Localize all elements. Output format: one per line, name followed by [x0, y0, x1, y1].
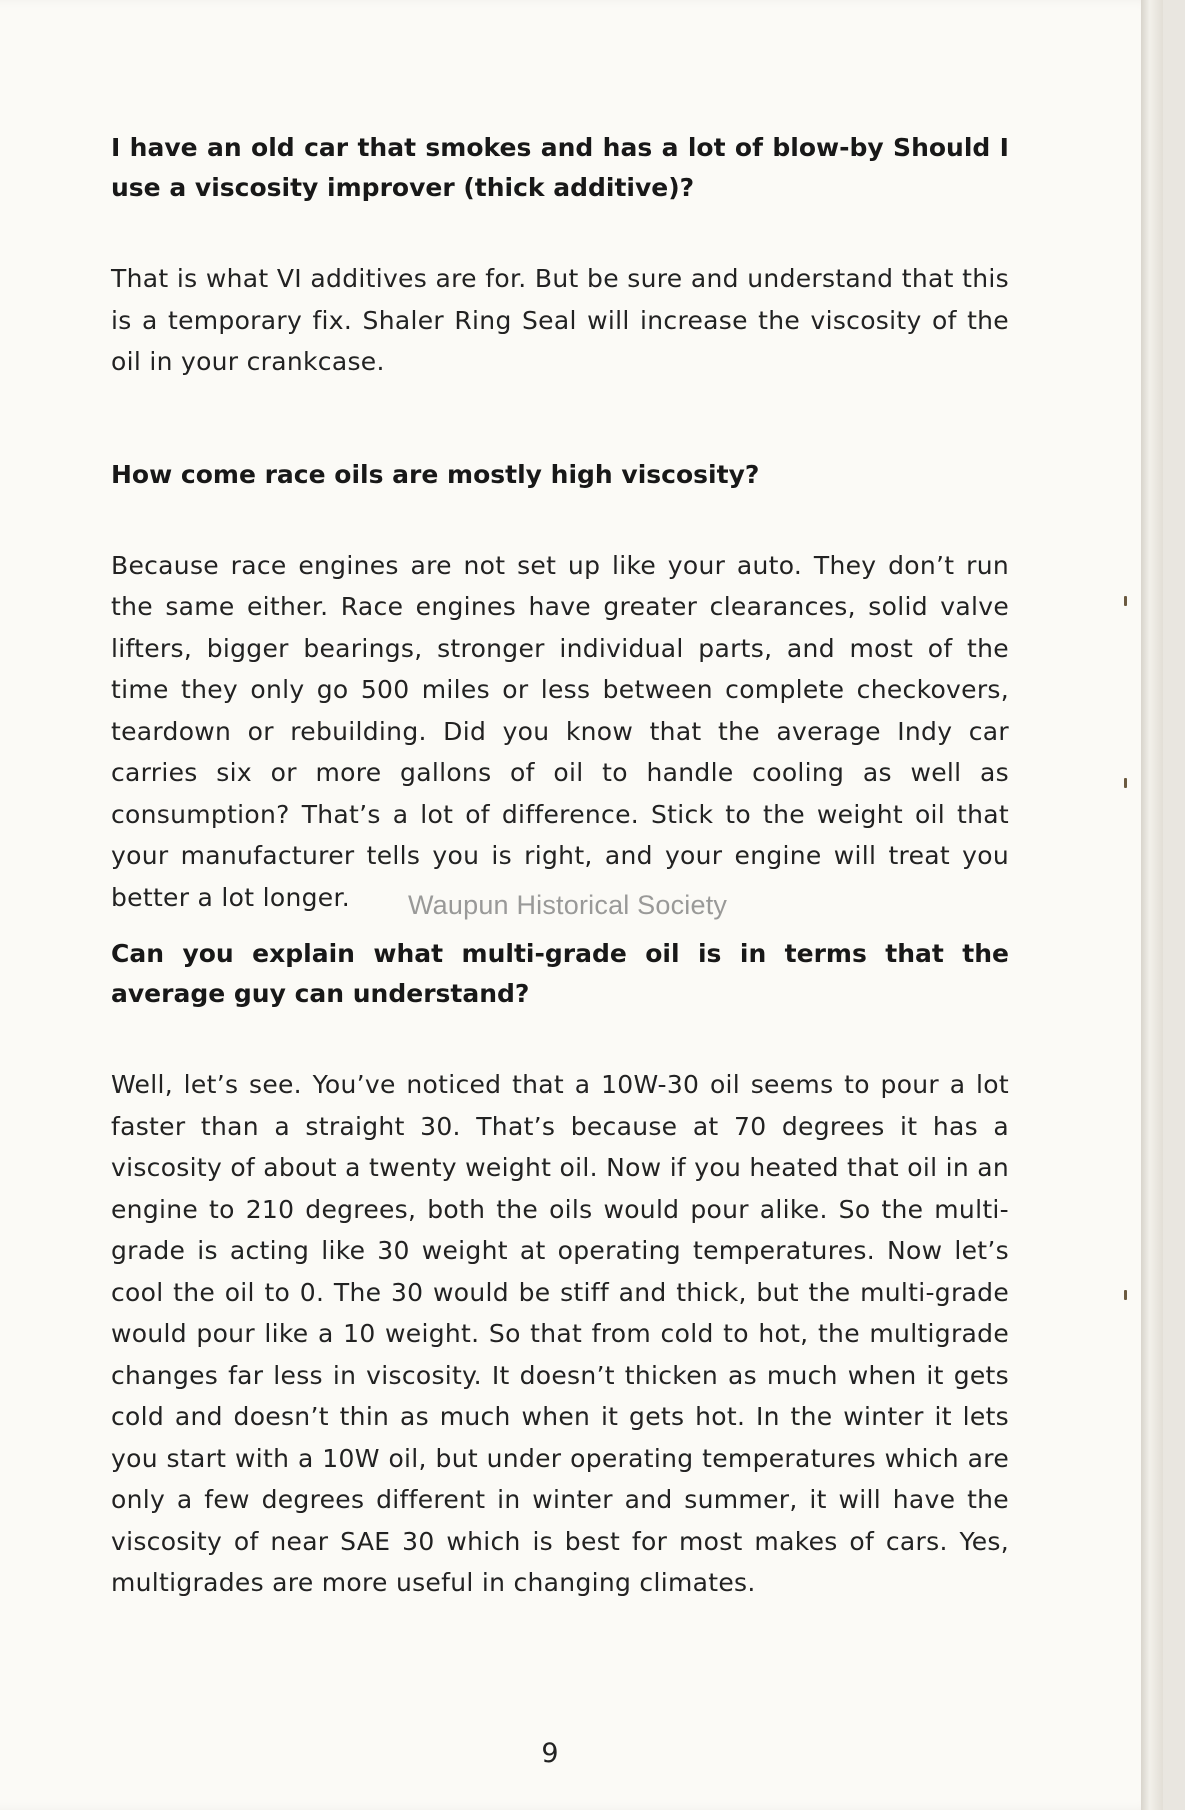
question-3: Can you explain what multi-grade oil is in terms that the average guy can understand?	[111, 939, 1009, 1008]
page-gutter	[1141, 0, 1163, 1810]
page-edge-mark	[1124, 778, 1127, 788]
page-edge-mark	[1124, 596, 1127, 606]
question-2: How come race oils are mostly high viscosity?	[111, 459, 760, 489]
answer-1: That is what VI additives are for. But be sure and understand that this is a temporary fix. Shaler Ring Seal will increase the viscosity of the oil in your crankcase.	[111, 264, 1009, 376]
answer-2: Because race engines are not set up like your auto. They don’t run the same either. Race engines have greater clearances, solid valve lifters, bigger bearings, stronger individual parts, and most of the time they only go 500 miles or less between complete checkovers, teardown or rebuilding. Did you know that the average Indy car carries six or more gallons of oil to handle cooling as well as consumption? That’s a lot of difference. Stick to the weight oil that your manufacturer tells you is right, and your engine will treat you better a lot longer.	[111, 550, 1009, 912]
page-content	[111, 128, 1009, 1604]
watermark: Waupun Historical Society	[408, 890, 728, 920]
page-edge-mark	[1124, 1290, 1127, 1300]
answer-3: Well, let’s see. You’ve noticed that a 10W-30 oil seems to pour a lot faster than a straight 30. That’s because at 70 degrees it has a viscosity of about a twenty weight oil. Now if you heated that oil in an engine to 210 degrees, both the oils would pour alike. So the multi-grade is acting like 30 weight at operating temperatures. Now let’s cool the oil to 0. The 30 would be stiff and thick, but the multi-grade would pour like a 10 weight. So that from cold to hot, the multigrade changes far less in viscosity. It doesn’t thicken as much when it gets cold and doesn’t thin as much when it gets hot. In the winter it lets you start with a 10W oil, but under operating temperatures which are only a few degrees different in winter and summer, it will have the viscosity of near SAE 30 which is best for most makes of cars. Yes, multigrades are more useful in changing climates.	[111, 1070, 1009, 1597]
question-1: I have an old car that smokes and has a lot of blow-by Should I use a viscosity improver (thick additive)?	[111, 133, 1009, 202]
page-number: 9	[541, 1738, 559, 1769]
